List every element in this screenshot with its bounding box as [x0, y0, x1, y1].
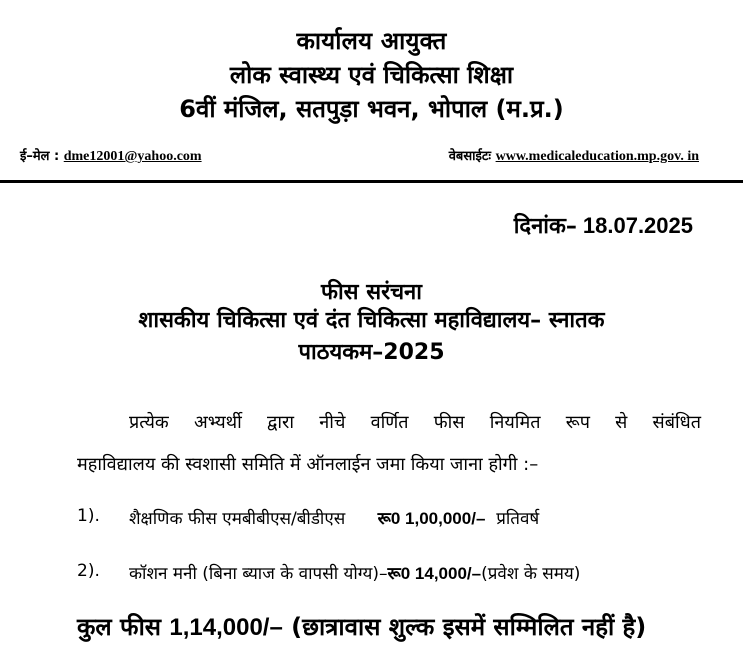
fee-item-suffix: प्रतिवर्ष	[496, 509, 540, 529]
email-label: ई–मेल :	[20, 149, 60, 164]
fee-item-amount: रू0 14,000/–	[387, 564, 482, 583]
fee-item-number: 2).	[77, 561, 100, 581]
intro-line-1: प्रत्येक अभ्यर्थी द्वारा नीचे वर्णित फीस नियमित रूप से संबंधित	[129, 412, 701, 433]
fee-item-suffix: (प्रवेश के समय)	[481, 564, 581, 584]
website-label: वेबसाईटः	[448, 149, 492, 164]
document-title: फीस सरंचना	[321, 280, 422, 305]
intro-line-2: महाविद्यालय की स्वशासी समिति में ऑनलाईन जमा किया जाना होगी :–	[77, 454, 539, 475]
fee-item-label: कॉशन मनी (बिना ब्याज के वापसी योग्य)–	[129, 564, 388, 584]
total-label: कुल फीस	[77, 613, 162, 641]
office-address: 6वीं मंजिल, सतपुड़ा भवन, भोपाल (म.प्र.)	[179, 95, 564, 123]
document-subtitle-course: पाठयकम–2025	[298, 340, 445, 365]
fee-item-label: शैक्षणिक फीस एमबीबीएस/बीडीएस	[129, 509, 346, 529]
header-divider	[0, 180, 743, 183]
email-block	[20, 146, 202, 165]
fee-item-text	[129, 561, 580, 584]
fee-item-number: 1).	[77, 506, 100, 526]
email-link[interactable]: dme12001@yahoo.com	[63, 149, 202, 164]
fee-item-text	[129, 506, 539, 529]
date-line	[514, 210, 693, 240]
fee-item-amount: रू0 1,00,000/–	[377, 509, 486, 528]
website-link[interactable]: www.medicaleducation.mp.gov. in	[495, 149, 699, 164]
date-label: दिनांक–	[513, 214, 577, 239]
office-title: कार्यालय आयुक्त	[296, 27, 447, 55]
department-name: लोक स्वास्थ्य एवं चिकित्सा शिक्षा	[229, 61, 514, 89]
document-subtitle: शासकीय चिकित्सा एवं दंत चिकित्सा महाविद्यालय– स्नातक	[138, 308, 605, 333]
total-amount: 1,14,000/–	[169, 614, 283, 641]
total-note: (छात्रावास शुल्क इसमें सम्मिलित नहीं है)	[291, 613, 647, 641]
date-value: 18.07.2025	[582, 213, 693, 238]
intro-paragraph	[77, 402, 701, 486]
website-block	[449, 146, 699, 165]
total-fee-line	[77, 610, 717, 643]
contact-row	[0, 146, 743, 166]
